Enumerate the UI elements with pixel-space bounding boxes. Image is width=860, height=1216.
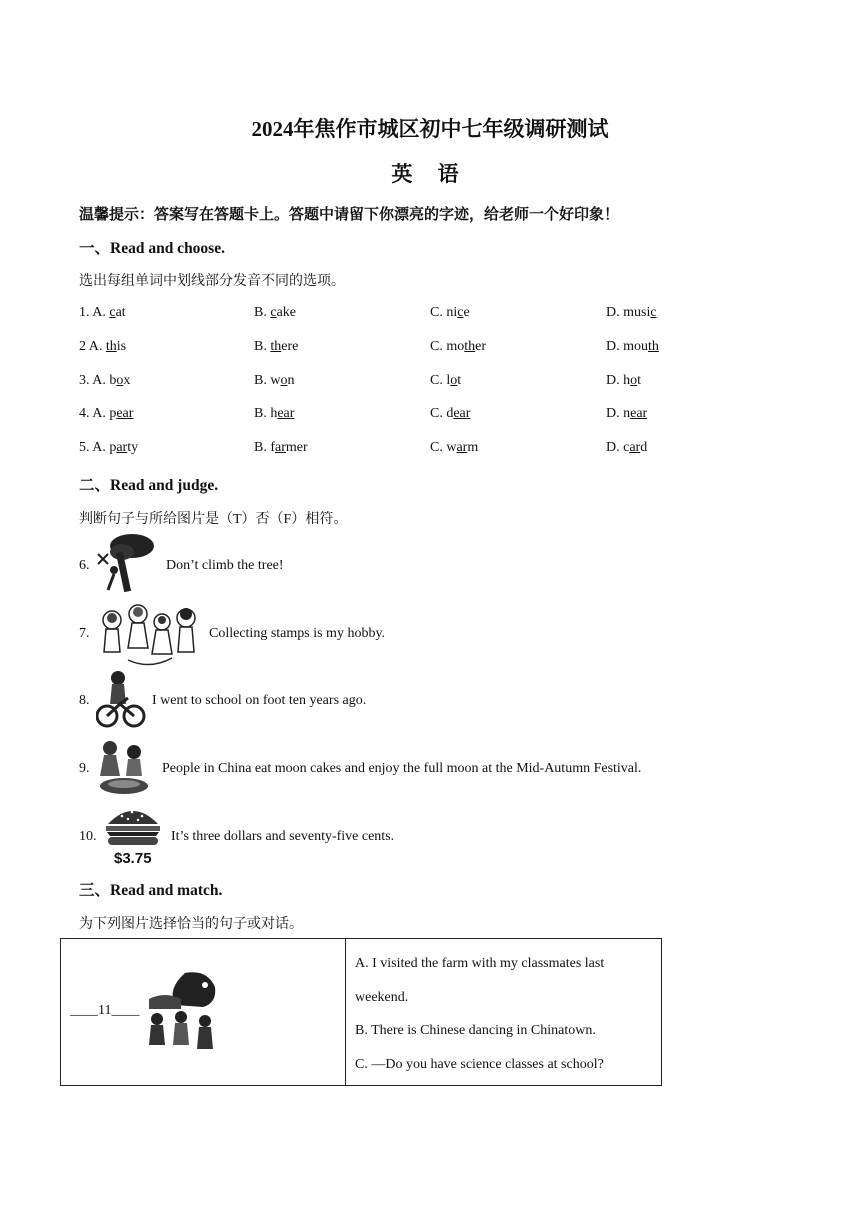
section3-heading: 三、Read and match. [79,882,223,899]
item-statement: Don’t climb the tree! [166,558,284,573]
option [79,339,126,355]
option [254,373,294,389]
underlined-part: ar [456,440,468,455]
document-title: 2024年焦作市城区初中七年级调研测试 [251,117,609,141]
option [606,305,657,321]
option [606,373,641,389]
hamburger-image [104,802,162,850]
underlined-part: c [109,305,116,320]
word-part: at [115,305,126,320]
option-label: B. [254,406,271,421]
match-table [60,938,662,1086]
option [79,406,133,422]
underlined-part: c [270,305,277,320]
underlined-part: ear [116,406,134,421]
tree-climbing-image [94,532,156,596]
option [254,339,298,355]
item-number: 8. [79,693,90,708]
match-option: weekend. [355,989,409,1005]
underlined-part: ear [630,406,648,421]
blank-number: 11 [98,1003,112,1018]
word-part: w [446,440,457,455]
word-part: f [270,440,276,455]
word-part: mer [285,440,308,455]
item-number: 6. [79,558,90,573]
underlined-part: th [105,339,117,354]
option [606,339,659,355]
word-part: ere [281,339,299,354]
word-part: n [287,373,295,388]
item-statement: Collecting stamps is my hobby. [209,626,386,641]
underlined-part: o [116,373,124,388]
word-part: l [446,373,451,388]
section2-heading: 二、Read and judge. [79,477,219,494]
option-label: D. [606,406,624,421]
match-options-cell [346,939,662,1086]
option [430,406,470,422]
option-label: C. [430,406,447,421]
match-option: A. I visited the farm with my classmates last [355,956,605,971]
underlined-part: ear [453,406,471,421]
option [79,305,126,321]
option-label: B. [254,305,271,320]
word-part: p [109,440,117,455]
word-part: ty [127,440,139,455]
underlined-part: c [457,305,464,320]
underlined-part: ar [629,440,641,455]
item-number: 7. [79,626,90,641]
option [254,440,308,456]
option-label: B. [254,373,271,388]
lion-dance-image [145,969,219,1055]
section1-heading: 一、Read and choose. [79,240,225,257]
option-label: C. [430,373,447,388]
word-part: musi [623,305,651,320]
option [430,339,486,355]
underlined-part: ar [275,440,286,455]
answer-blank[interactable]: ____11____ [70,1003,140,1018]
option [430,305,470,321]
underlined-part: o [280,373,288,388]
option-label: C. [430,305,447,320]
option [430,440,478,456]
option-label: 2 A. [79,339,106,354]
word-part: m [467,440,479,455]
match-picture-cell [61,939,346,1086]
word-part: ake [276,305,296,320]
underlined-part: o [450,373,458,388]
word-part: h [623,373,631,388]
match-option: B. There is Chinese dancing in Chinatown. [355,1023,596,1038]
section2-instruction: 判断句子与所给图片是（T）否（F）相符。 [79,512,348,527]
underlined-part: c [650,305,657,320]
item-statement: I went to school on foot ten years ago. [152,693,367,708]
underlined-part: o [630,373,638,388]
exam-tip: 温馨提示：答案写在答题卡上。答题中请留下你漂亮的字迹，给老师一个好印象！ [79,207,620,223]
word-part: h [270,406,278,421]
underlined-part: th [648,339,659,354]
word-part: ni [446,305,458,320]
option-label: C. [430,440,447,455]
section3-instruction: 为下列图片选择恰当的句子或对话。 [79,917,303,932]
underlined-part: ear [277,406,295,421]
word-part: er [475,339,487,354]
item-number: 10. [79,829,97,844]
word-part: n [623,406,631,421]
word-part: mo [446,339,465,354]
option-label: 3. A. [79,373,110,388]
option-label: D. [606,305,624,320]
word-part: mou [623,339,649,354]
option-label: 4. A. [79,406,110,421]
option [254,406,294,422]
option-label: D. [606,440,624,455]
bike-rider-image [96,668,146,730]
option [254,305,296,321]
word-part: t [637,373,642,388]
option [606,406,647,422]
word-part: d [640,440,648,455]
option [79,440,138,456]
option-label: C. [430,339,447,354]
underlined-part: th [270,339,282,354]
word-part: e [463,305,470,320]
option [606,440,647,456]
match-option: C. —Do you have science classes at school? [355,1056,604,1072]
word-part: p [109,406,117,421]
word-part: w [270,373,281,388]
option [79,373,130,389]
word-part: t [457,373,462,388]
option-label: D. [606,373,624,388]
word-part: b [109,373,117,388]
word-part: x [123,373,131,388]
section1-instruction: 选出每组单词中划线部分发音不同的选项。 [79,274,345,289]
underlined-part: th [464,339,476,354]
word-part: c [623,440,630,455]
option-label: 1. A. [79,305,110,320]
option-label: B. [254,440,271,455]
subject-title: 英 语 [391,162,469,186]
family-mooncake-image [96,736,152,800]
underlined-part: ar [116,440,128,455]
item-statement: It’s three dollars and seventy-five cents. [171,829,395,844]
price-label: $3.75 [114,850,152,867]
option-label: 5. A. [79,440,110,455]
item-statement: People in China eat moon cakes and enjoy the full moon at the Mid-Autumn Festival. [162,761,642,776]
word-part: is [116,339,127,354]
item-number: 9. [79,761,90,776]
option [430,373,461,389]
option-label: D. [606,339,624,354]
option-label: B. [254,339,271,354]
word-part: d [446,406,454,421]
children-dancing-image [98,600,202,668]
